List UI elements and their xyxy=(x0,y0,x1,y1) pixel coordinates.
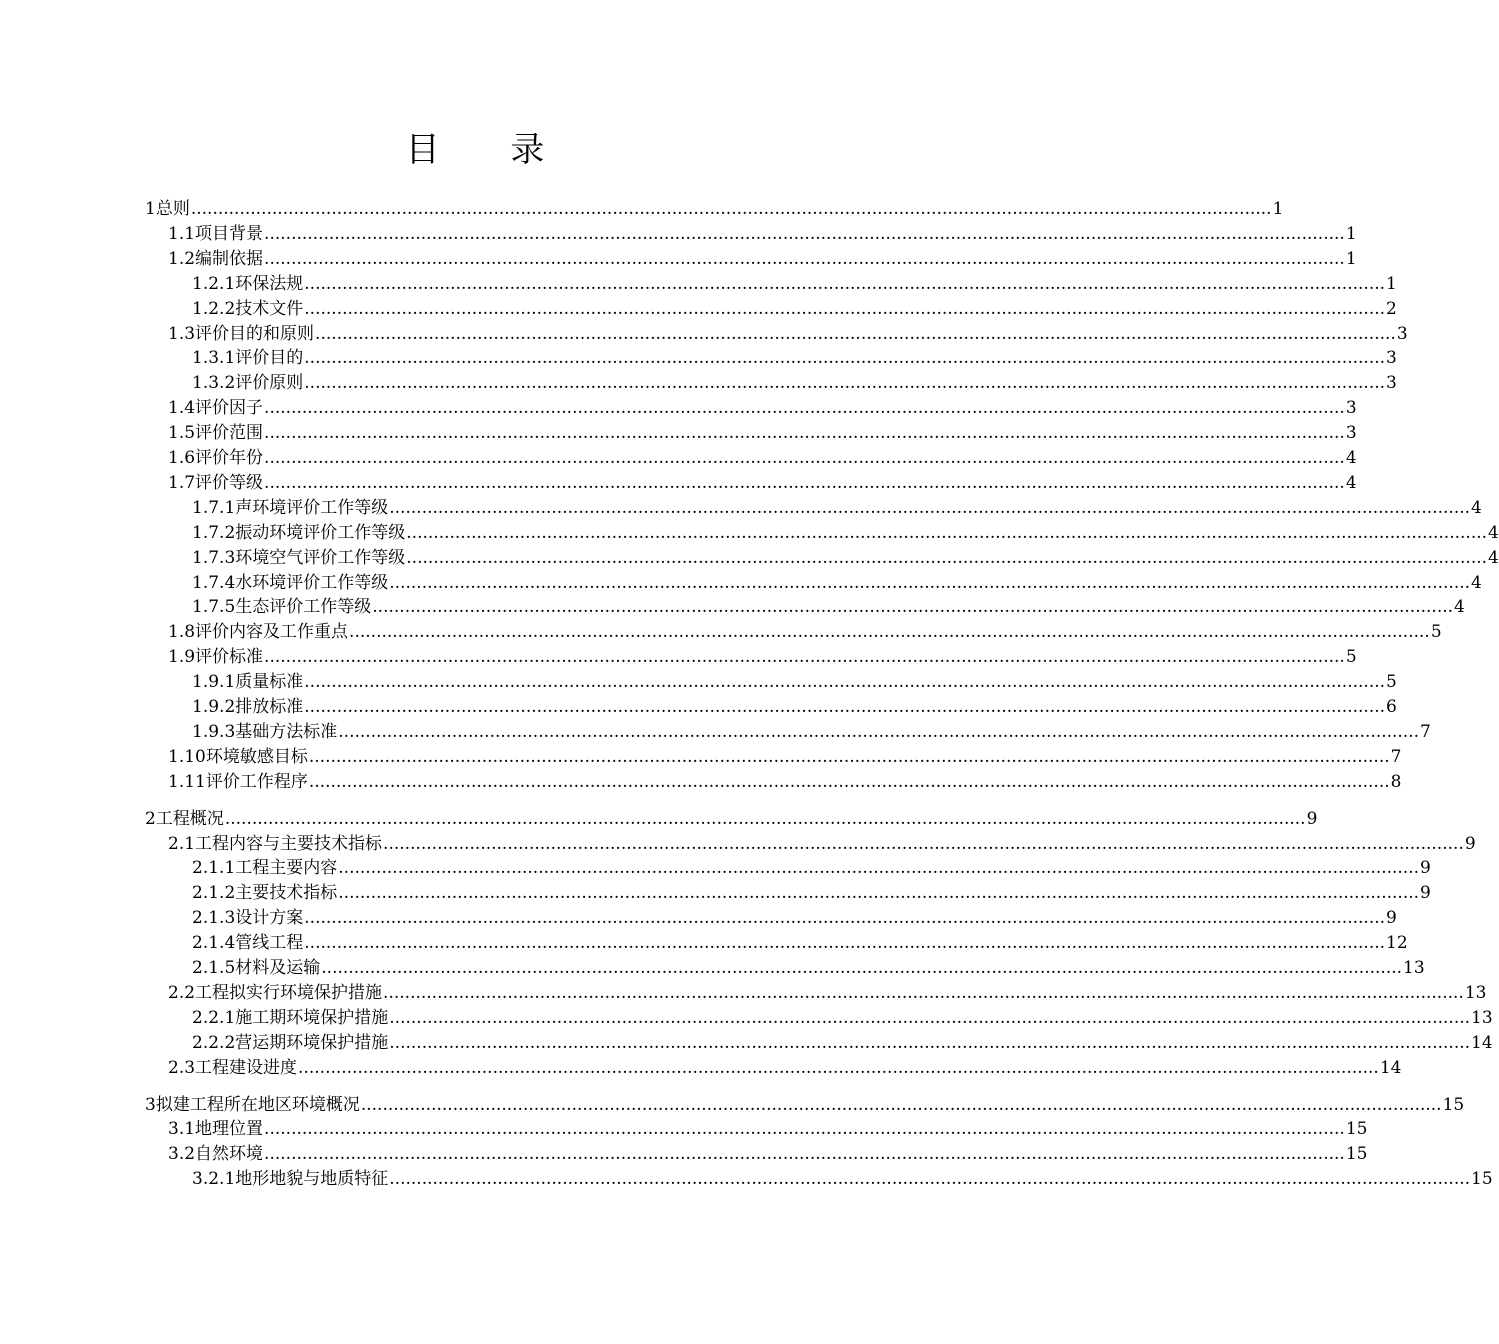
toc-entry-page: 3 xyxy=(1396,323,1408,344)
toc-entry-label: 项目背景 xyxy=(195,223,264,244)
toc-entry-label: 质量标准 xyxy=(235,672,304,693)
toc-entry-label: 主要技术指标 xyxy=(235,883,338,904)
toc-dot-leader: ........................................................................................................................................................................................................ xyxy=(308,771,1390,792)
toc-dot-leader: ........................................................................................................................................................................................................ xyxy=(264,472,1345,493)
toc-entry-label: 技术文件 xyxy=(235,298,304,319)
toc-entry-page: 3 xyxy=(1386,348,1397,369)
toc-entry[interactable] xyxy=(168,223,1357,245)
toc-entry-number: 3 xyxy=(145,1094,156,1115)
toc-entry[interactable] xyxy=(168,1118,1368,1140)
toc-entry-number: 1.3.2 xyxy=(192,373,236,394)
toc-entry-number: 1.5 xyxy=(168,423,196,444)
toc-entry-label: 评价等级 xyxy=(195,472,264,493)
toc-dot-leader: ........................................................................................................................................................................................................ xyxy=(406,522,1488,543)
toc-dot-leader: ........................................................................................................................................................................................................ xyxy=(298,1057,1379,1078)
toc-entry[interactable] xyxy=(192,721,1431,743)
toc-entry-page: 1 xyxy=(1345,223,1357,244)
toc-entry-number: 1.8 xyxy=(168,622,196,643)
toc-entry-number: 1.7.2 xyxy=(192,522,236,543)
toc-entry-page: 14 xyxy=(1471,1032,1493,1053)
toc-dot-leader: ........................................................................................................................................................................................................ xyxy=(264,448,1345,468)
toc-entry-label: 基础方法标准 xyxy=(235,721,338,742)
toc-dot-leader: ........................................................................................................................................................................................................ xyxy=(264,248,1345,269)
toc-entry-label: 评价年份 xyxy=(195,448,264,468)
toc-dot-leader: ........................................................................................................................................................................................................ xyxy=(304,697,1386,717)
toc-entry[interactable] xyxy=(192,671,1397,693)
toc-dot-leader: ........................................................................................................................................................................................................ xyxy=(264,398,1345,419)
toc-entry-label: 环境空气评价工作等级 xyxy=(235,547,406,568)
toc-entry[interactable] xyxy=(168,833,1476,855)
toc-entry-page: 9 xyxy=(1420,858,1431,879)
toc-dot-leader: ........................................................................................................................................................................................................ xyxy=(389,1032,1471,1053)
toc-entry-page: 7 xyxy=(1420,721,1431,742)
toc-entry[interactable] xyxy=(168,472,1357,494)
toc-dot-leader: ........................................................................................................................................................................................................ xyxy=(315,323,1396,344)
toc-entry-page: 7 xyxy=(1390,746,1402,767)
toc-entry-number: 1.7.3 xyxy=(192,547,236,568)
toc-entry[interactable] xyxy=(168,646,1357,668)
toc-dot-leader: ........................................................................................................................................................................................................ xyxy=(338,858,1420,879)
toc-entry[interactable] xyxy=(145,1094,1465,1116)
toc-dot-leader: ........................................................................................................................................................................................................ xyxy=(389,497,1471,518)
toc-dot-leader: ........................................................................................................................................................................................................ xyxy=(190,199,1272,219)
toc-dot-leader: ........................................................................................................................................................................................................ xyxy=(224,808,1306,829)
toc-entry-label: 地理位置 xyxy=(195,1119,264,1140)
toc-entry-page: 1 xyxy=(1272,199,1284,219)
toc-entry-label: 评价标准 xyxy=(195,647,264,668)
toc-dot-leader: ........................................................................................................................................................................................................ xyxy=(264,647,1345,668)
toc-dot-leader: ........................................................................................................................................................................................................ xyxy=(406,547,1488,568)
toc-entry-number: 1.3.1 xyxy=(192,348,236,369)
toc-entry-page: 4 xyxy=(1454,597,1465,618)
toc-entry[interactable] xyxy=(168,1057,1402,1079)
toc-entry-label: 拟建工程所在地区环境概况 xyxy=(155,1094,360,1115)
toc-entry-number: 3.2.1 xyxy=(192,1169,236,1190)
toc-dot-leader: ........................................................................................................................................................................................................ xyxy=(304,348,1386,369)
toc-entry[interactable] xyxy=(192,1032,1493,1054)
toc-dot-leader: ........................................................................................................................................................................................................ xyxy=(338,721,1420,742)
toc-entry[interactable] xyxy=(168,746,1402,768)
toc-entry-page: 9 xyxy=(1386,908,1397,929)
toc-entry[interactable] xyxy=(192,932,1408,954)
toc-dot-leader: ........................................................................................................................................................................................................ xyxy=(383,833,1464,854)
toc-dot-leader: ........................................................................................................................................................................................................ xyxy=(389,1169,1471,1190)
toc-entry-number: 3.2 xyxy=(168,1144,196,1165)
toc-entry[interactable] xyxy=(168,982,1487,1004)
toc-entry-number: 1.7.5 xyxy=(192,597,236,618)
toc-entry-page: 15 xyxy=(1442,1094,1465,1115)
toc-entry-number: 1.3 xyxy=(168,323,196,344)
toc-entry-number: 2.1.4 xyxy=(192,933,236,954)
toc-entry-label: 工程拟实行环境保护措施 xyxy=(195,982,383,1003)
toc-entry-label: 生态评价工作等级 xyxy=(235,597,372,618)
toc-entry-page: 9 xyxy=(1420,883,1431,904)
toc-entry[interactable] xyxy=(168,397,1357,419)
toc-entry-page: 6 xyxy=(1386,697,1397,717)
toc-dot-leader: ........................................................................................................................................................................................................ xyxy=(389,1007,1471,1028)
toc-entry-number: 1.6 xyxy=(168,448,196,468)
toc-entry[interactable] xyxy=(168,447,1357,469)
toc-entry[interactable] xyxy=(192,497,1482,519)
toc-entry-label: 自然环境 xyxy=(195,1144,264,1165)
toc-entry[interactable] xyxy=(192,696,1397,718)
toc-entry-page: 9 xyxy=(1306,808,1318,829)
toc-entry-page: 3 xyxy=(1386,373,1397,394)
toc-entry-number: 2.1.2 xyxy=(192,883,236,904)
toc-entry-label: 排放标准 xyxy=(235,697,304,717)
toc-entry[interactable] xyxy=(168,248,1357,270)
toc-entry-number: 2.3 xyxy=(168,1057,196,1078)
toc-entry-page: 1 xyxy=(1386,273,1397,294)
toc-entry[interactable] xyxy=(192,907,1397,929)
toc-entry-label: 编制依据 xyxy=(195,248,264,269)
toc-entry-number: 1.9.1 xyxy=(192,672,236,693)
toc-entry[interactable] xyxy=(192,298,1397,320)
toc-entry[interactable] xyxy=(192,522,1499,544)
toc-entry-number: 2.1.5 xyxy=(192,958,236,978)
toc-entry-page: 4 xyxy=(1345,472,1357,493)
toc-dot-leader: ........................................................................................................................................................................................................ xyxy=(304,672,1386,693)
page-title: 目 录 xyxy=(405,130,575,170)
toc-entry[interactable] xyxy=(168,771,1402,793)
toc-entry-number: 1.1 xyxy=(168,223,196,244)
toc-entry[interactable] xyxy=(145,808,1318,830)
toc-entry-page: 15 xyxy=(1345,1119,1368,1140)
toc-entry[interactable] xyxy=(192,1168,1493,1190)
toc-entry-label: 振动环境评价工作等级 xyxy=(235,522,406,543)
toc-entry-label: 评价因子 xyxy=(195,398,264,419)
toc-dot-leader: ........................................................................................................................................................................................................ xyxy=(304,933,1386,954)
toc-entry[interactable] xyxy=(168,323,1408,345)
toc-entry-page: 5 xyxy=(1430,622,1442,643)
toc-entry-number: 1.4 xyxy=(168,398,196,419)
toc-entry-label: 总则 xyxy=(155,199,190,219)
toc-entry-page: 4 xyxy=(1488,522,1499,543)
toc-entry-number: 1.9.3 xyxy=(192,721,236,742)
toc-entry-label: 评价目的和原则 xyxy=(195,323,315,344)
toc-entry-number: 2 xyxy=(145,808,156,829)
toc-entry-page: 12 xyxy=(1386,933,1408,954)
toc-entry-label: 地形地貌与地质特征 xyxy=(235,1169,389,1190)
toc-entry-label: 工程建设进度 xyxy=(195,1057,298,1078)
toc-dot-leader: ........................................................................................................................................................................................................ xyxy=(264,223,1345,244)
toc-entry-page: 5 xyxy=(1386,672,1397,693)
toc-entry[interactable] xyxy=(145,198,1284,220)
toc-entry-number: 1.10 xyxy=(168,746,206,767)
toc-dot-leader: ........................................................................................................................................................................................................ xyxy=(389,572,1471,593)
toc-entry-page: 15 xyxy=(1345,1144,1368,1165)
toc-entry-page: 15 xyxy=(1471,1169,1493,1190)
toc-entry[interactable] xyxy=(192,572,1482,594)
toc-entry[interactable] xyxy=(192,547,1499,569)
toc-entry-page: 14 xyxy=(1379,1057,1402,1078)
toc-entry-label: 营运期环境保护措施 xyxy=(235,1032,389,1053)
toc-dot-leader: ........................................................................................................................................................................................................ xyxy=(383,982,1464,1003)
toc-dot-leader: ........................................................................................................................................................................................................ xyxy=(304,273,1386,294)
toc-dot-leader: ........................................................................................................................................................................................................ xyxy=(360,1094,1442,1115)
toc-entry-page: 4 xyxy=(1345,448,1357,468)
toc-dot-leader: ........................................................................................................................................................................................................ xyxy=(338,883,1420,904)
toc-dot-leader: ........................................................................................................................................................................................................ xyxy=(321,958,1403,978)
toc-entry-number: 2.1 xyxy=(168,833,196,854)
toc-entry-label: 评价原则 xyxy=(235,373,304,394)
toc-entry-label: 水环境评价工作等级 xyxy=(235,572,389,593)
toc-entry-number: 2.1.3 xyxy=(192,908,236,929)
toc-entry-label: 工程主要内容 xyxy=(235,858,338,879)
toc-dot-leader: ........................................................................................................................................................................................................ xyxy=(349,622,1430,643)
toc-dot-leader: ........................................................................................................................................................................................................ xyxy=(304,373,1386,394)
toc-entry-number: 1.2.2 xyxy=(192,298,236,319)
toc-entry-label: 评价工作程序 xyxy=(205,771,308,792)
toc-entry-label: 声环境评价工作等级 xyxy=(235,497,389,518)
toc-entry-page: 8 xyxy=(1390,771,1402,792)
toc-entry-page: 13 xyxy=(1471,1007,1493,1028)
toc-entry-number: 1.9 xyxy=(168,647,196,668)
toc-entry[interactable] xyxy=(192,1007,1493,1029)
toc-entry-page: 1 xyxy=(1345,248,1357,269)
toc-entry-page: 4 xyxy=(1488,547,1499,568)
toc-entry-number: 1.9.2 xyxy=(192,697,236,717)
toc-dot-leader: ........................................................................................................................................................................................................ xyxy=(264,423,1345,444)
toc-dot-leader: ........................................................................................................................................................................................................ xyxy=(304,908,1386,929)
toc-entry-number: 1.2 xyxy=(168,248,196,269)
toc-entry-label: 环保法规 xyxy=(235,273,304,294)
toc-entry-label: 工程内容与主要技术指标 xyxy=(195,833,383,854)
toc-entry-number: 1.7 xyxy=(168,472,196,493)
toc-entry-label: 评价内容及工作重点 xyxy=(195,622,349,643)
toc-entry-page: 4 xyxy=(1471,497,1482,518)
toc-entry-number: 2.2.1 xyxy=(192,1007,236,1028)
toc-entry-number: 1.2.1 xyxy=(192,273,236,294)
toc-entry[interactable] xyxy=(168,1143,1368,1165)
toc-entry[interactable] xyxy=(168,621,1442,643)
toc-entry-label: 评价目的 xyxy=(235,348,304,369)
toc-entry-label: 设计方案 xyxy=(235,908,304,929)
toc-entry[interactable] xyxy=(168,422,1357,444)
toc-entry-number: 1 xyxy=(145,199,156,219)
toc-dot-leader: ........................................................................................................................................................................................................ xyxy=(264,1119,1345,1140)
toc-entry-label: 工程概况 xyxy=(155,808,224,829)
toc-dot-leader: ........................................................................................................................................................................................................ xyxy=(264,1144,1345,1165)
toc-entry-label: 施工期环境保护措施 xyxy=(235,1007,389,1028)
toc-entry[interactable] xyxy=(192,273,1397,295)
toc-entry-label: 管线工程 xyxy=(235,933,304,954)
toc-entry[interactable] xyxy=(192,347,1397,369)
toc-entry[interactable] xyxy=(192,957,1425,979)
toc-entry-label: 环境敏感目标 xyxy=(205,746,308,767)
toc-entry-number: 1.7.4 xyxy=(192,572,236,593)
toc-entry[interactable] xyxy=(192,372,1397,394)
toc-entry-page: 9 xyxy=(1464,833,1476,854)
toc-entry[interactable] xyxy=(192,882,1431,904)
toc-dot-leader: ........................................................................................................................................................................................................ xyxy=(372,597,1454,618)
toc-entry-page: 13 xyxy=(1464,982,1487,1003)
toc-dot-leader: ........................................................................................................................................................................................................ xyxy=(308,746,1390,767)
toc-entry-page: 3 xyxy=(1345,423,1357,444)
toc-entry-number: 1.11 xyxy=(168,771,206,792)
toc-entry-page: 5 xyxy=(1345,647,1357,668)
toc-entry-number: 2.2 xyxy=(168,982,196,1003)
toc-entry-number: 2.1.1 xyxy=(192,858,236,879)
toc-entry-page: 13 xyxy=(1403,958,1425,978)
toc-entry-page: 2 xyxy=(1386,298,1397,319)
toc-entry[interactable] xyxy=(192,857,1431,879)
toc-entry-page: 4 xyxy=(1471,572,1482,593)
toc-entry-number: 3.1 xyxy=(168,1119,196,1140)
toc-entry[interactable] xyxy=(192,596,1465,618)
toc-entry-number: 1.7.1 xyxy=(192,497,236,518)
toc-entry-label: 材料及运输 xyxy=(235,958,321,978)
toc-dot-leader: ........................................................................................................................................................................................................ xyxy=(304,298,1386,319)
toc-entry-page: 3 xyxy=(1345,398,1357,419)
toc-entry-number: 2.2.2 xyxy=(192,1032,236,1053)
toc-entry-label: 评价范围 xyxy=(195,423,264,444)
